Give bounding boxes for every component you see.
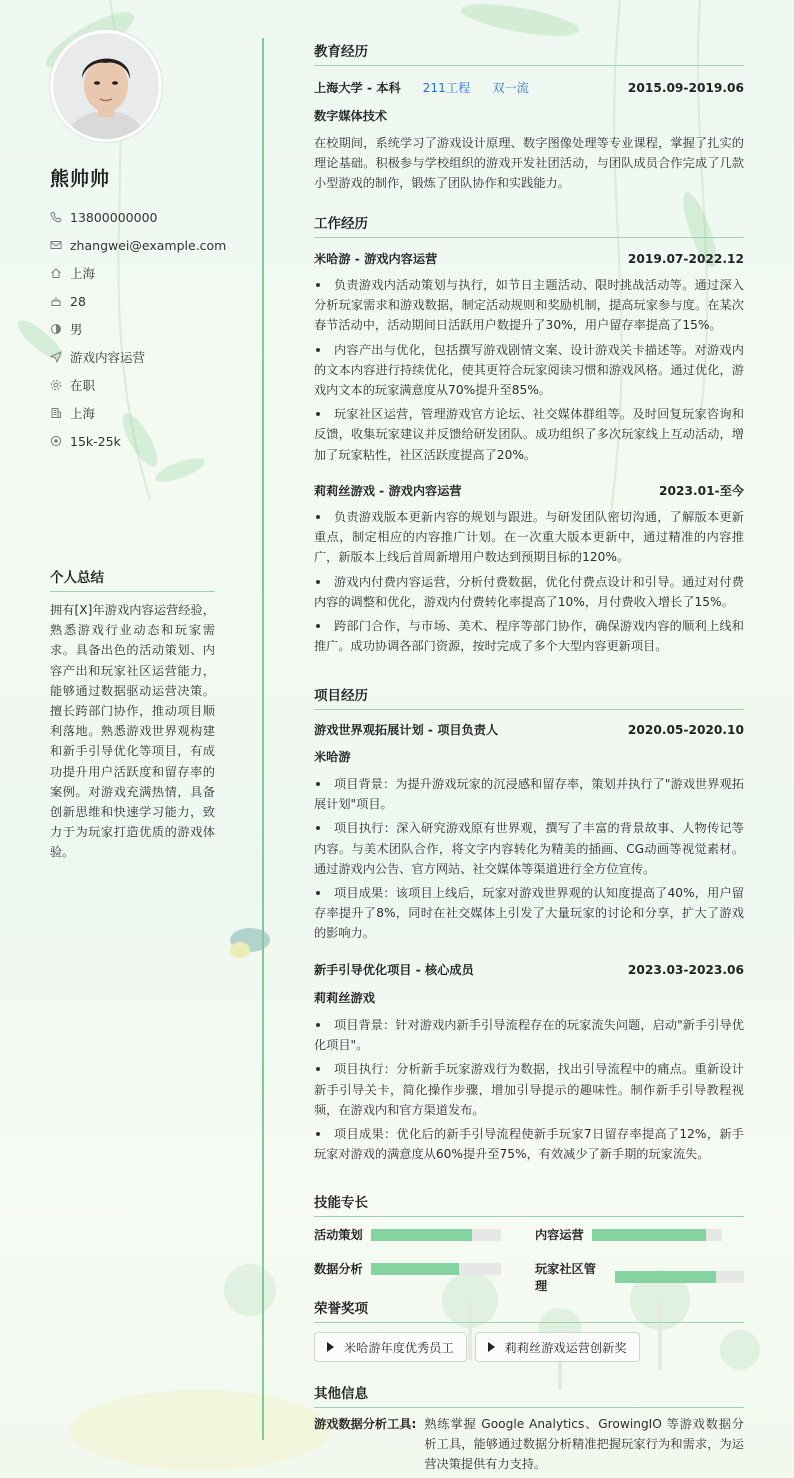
list-item: 负责游戏内活动策划与执行，如节日主题活动、限时挑战活动等。通过深入分析玩家需求和游戏数据，制定活动规则和奖励机制，提高玩家参与度。在某次春节活动中，活动期间日活跃用户数提升了30%，用户留存率提高了15%。	[314, 275, 744, 336]
skill-name: 活动策划	[314, 1228, 363, 1242]
skill-bar	[371, 1229, 501, 1241]
contact-location: 上海	[50, 399, 226, 427]
contact-city: 上海	[50, 259, 226, 287]
project-company: 莉莉丝游戏	[314, 991, 375, 1005]
award-badge: 莉莉丝游戏运营创新奖	[475, 1332, 640, 1362]
awards-title: 荣誉奖项	[314, 1297, 744, 1323]
list-item: 游戏内付费内容运营，分析付费数据，优化付费点设计和引导。通过对付费内容的调整和优化，游戏内付费转化率提高了10%，月付费收入增长了15%。	[314, 572, 744, 612]
cake-icon	[50, 295, 62, 307]
contact-salary: 15k-25k	[50, 427, 226, 455]
project-date: 2023.03-2023.06	[627, 962, 744, 977]
project-bullets	[314, 1015, 744, 1168]
skills-title: 技能专长	[314, 1191, 744, 1217]
awards-list	[314, 1332, 640, 1362]
job-date: 2019.07-2022.12	[627, 251, 744, 266]
play-icon	[488, 1342, 495, 1352]
skill-item	[535, 1226, 722, 1243]
project-head	[314, 961, 744, 978]
education-date: 2015.09-2019.06	[627, 80, 744, 95]
other-value: 熟练掌握 Google Analytics、GrowingIO 等游戏数据分析工具，能够通过数据分析精准把握玩家行为和需求，为运营决策提供有力支持。	[424, 1417, 744, 1472]
project-title: 游戏世界观拓展计划 - 项目负责人	[314, 723, 499, 737]
education-head	[314, 79, 744, 96]
contact-age: 28	[50, 287, 226, 315]
projects-title: 项目经历	[314, 684, 744, 710]
education-major: 数字媒体技术	[314, 109, 388, 123]
contact-email: zhangwei@example.com	[50, 231, 226, 259]
salary-icon	[50, 435, 62, 447]
skill-item	[314, 1260, 501, 1277]
other-title: 其他信息	[314, 1382, 744, 1408]
list-item: 项目背景：针对游戏内新手引导流程存在的玩家流失问题，启动"新手引导优化项目"。	[314, 1015, 744, 1055]
project-company: 米哈游	[314, 750, 351, 764]
building-icon	[50, 407, 62, 419]
job-head	[314, 250, 744, 267]
send-icon	[50, 351, 62, 363]
job-bullets	[314, 507, 744, 660]
project-title: 新手引导优化项目 - 核心成员	[314, 963, 474, 977]
skill-name: 玩家社区管理	[535, 1262, 596, 1293]
list-item: 负责游戏版本更新内容的规划与跟进。与研发团队密切沟通，了解版本更新重点，制定相应的内容推广计划。在一次重大版本更新中，通过精准的内容推广，新版本上线后首周新增用户数达到预期目标的120%。	[314, 507, 744, 568]
tag-211: 211工程	[422, 81, 471, 95]
list-item: 项目背景：为提升游戏玩家的沉浸感和留存率，策划并执行了"游戏世界观拓展计划"项目。	[314, 774, 744, 814]
skill-item	[535, 1260, 744, 1294]
job-head	[314, 482, 744, 499]
contact-position: 游戏内容运营	[50, 343, 226, 371]
phone-icon	[50, 211, 62, 223]
skill-bar-fill	[592, 1229, 706, 1241]
skill-bar	[615, 1271, 744, 1283]
education-title: 教育经历	[314, 40, 744, 66]
list-item: 项目成果：优化后的新手引导流程使新手玩家7日留存率提高了12%，新手玩家对游戏的满意度从60%提升至75%，有效减少了新手期的玩家流失。	[314, 1124, 744, 1164]
list-item: 玩家社区运营，管理游戏官方论坛、社交媒体群组等。及时回复玩家咨询和反馈，收集玩家建议并反馈给研发团队。成功组织了多次玩家线上互动活动，增加了玩家粘性，社区活跃度提高了20%。	[314, 404, 744, 465]
job-date: 2023.01-至今	[659, 484, 744, 498]
list-item: 项目成果：该项目上线后，玩家对游戏世界观的认知度提高了40%，用户留存率提升了8%，同时在社交媒体上引发了大量玩家的讨论和分享，扩大了游戏的影响力。	[314, 883, 744, 944]
tag-double-first-class: 双一流	[492, 81, 529, 95]
contact-gender: 男	[50, 315, 226, 343]
skill-bar-fill	[615, 1271, 715, 1283]
project-date: 2020.05-2020.10	[627, 722, 744, 737]
award-badge: 米哈游年度优秀员工	[314, 1332, 467, 1362]
skill-name: 数据分析	[314, 1262, 363, 1276]
summary-title: 个人总结	[50, 566, 215, 592]
status-icon	[50, 379, 62, 391]
column-divider	[262, 38, 264, 1440]
job-bullets	[314, 275, 744, 469]
skill-bar-fill	[371, 1229, 472, 1241]
contact-list	[50, 203, 226, 455]
sidebar	[0, 0, 262, 1478]
project-bullets	[314, 774, 744, 948]
mail-icon	[50, 239, 62, 251]
skill-name: 内容运营	[535, 1228, 584, 1242]
person-name: 熊帅帅	[50, 168, 111, 190]
gender-icon	[50, 323, 62, 335]
school-name: 上海大学 - 本科	[314, 81, 401, 95]
skill-item	[314, 1226, 501, 1243]
list-item: 内容产出与优化，包括撰写游戏剧情文案、设计游戏关卡描述等。对游戏内的文本内容进行持续优化，使其更符合玩家阅读习惯和游戏风格。通过优化，游戏内文本的玩家满意度从70%提升至85%。	[314, 340, 744, 401]
home-icon	[50, 267, 62, 279]
skill-bar	[371, 1263, 501, 1275]
list-item: 跨部门合作，与市场、美术、程序等部门协作，确保游戏内容的顺利上线和推广。成功协调各部门资源，按时完成了多个大型内容更新项目。	[314, 616, 744, 656]
contact-phone: 13800000000	[50, 203, 226, 231]
skill-bar	[592, 1229, 722, 1241]
job-title: 莉莉丝游戏 - 游戏内容运营	[314, 484, 462, 498]
play-icon	[327, 1342, 334, 1352]
avatar	[50, 30, 162, 142]
education-desc: 在校期间，系统学习了游戏设计原理、数字图像处理等专业课程，掌握了扎实的理论基础。积极参与学校组织的游戏开发社团活动，与团队成员合作完成了几款小型游戏的制作，锻炼了团队协作和实践能力。	[314, 136, 744, 191]
list-item: 项目执行：深入研究游戏原有世界观，撰写了丰富的背景故事、人物传记等内容。与美术团队合作，将文字内容转化为精美的插画、CG动画等视觉素材。通过游戏内公告、官方网站、社交媒体等渠道进行全方位宣传。	[314, 818, 744, 879]
summary-text: 拥有[X]年游戏内容运营经验，熟悉游戏行业动态和玩家需求。具备出色的活动策划、内容产出和玩家社区运营能力，能够通过数据驱动运营决策。擅长跨部门协作，推动项目顺利落地。熟悉游戏世界观构建和新手引导优化等项目，有成功提升用户活跃度和留存率的案例。对游戏充满热情，具备创新思维和快速学习能力，致力于为玩家打造优质的游戏体验。	[50, 603, 215, 860]
skill-bar-fill	[371, 1263, 459, 1275]
project-head	[314, 721, 744, 738]
list-item: 项目执行：分析新手玩家游戏行为数据，找出引导流程中的痛点。重新设计新手引导关卡，简化操作步骤，增加引导提示的趣味性。制作新手引导教程视频，在游戏内和官方渠道发布。	[314, 1059, 744, 1120]
work-title: 工作经历	[314, 212, 744, 238]
job-title: 米哈游 - 游戏内容运营	[314, 252, 438, 266]
contact-status: 在职	[50, 371, 226, 399]
other-key: 游戏数据分析工具:	[314, 1417, 417, 1431]
other-info	[314, 1414, 744, 1475]
